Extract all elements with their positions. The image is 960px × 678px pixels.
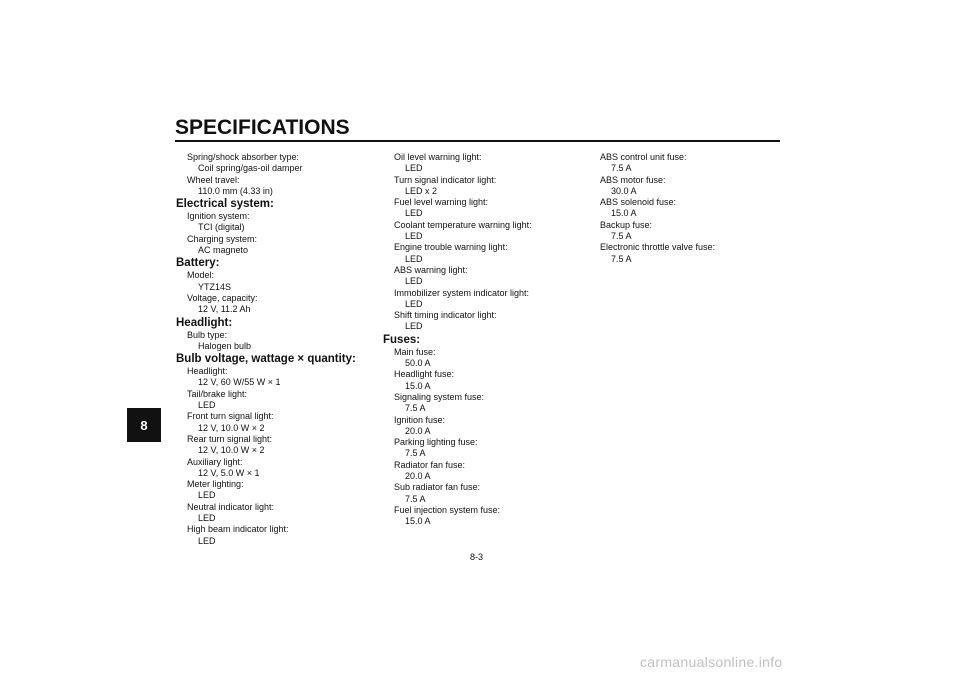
title-rule [175, 140, 780, 142]
spec-label: Sub radiator fan fuse: [394, 482, 481, 493]
spec-value: 15.0 A [405, 380, 431, 391]
section-heading: Electrical system: [176, 198, 274, 211]
spec-item [383, 310, 578, 333]
spec-value: Coil spring/gas-oil damper [198, 163, 303, 174]
spec-label: Ignition system: [187, 211, 250, 222]
spec-label: High beam indicator light: [187, 524, 289, 535]
spec-value: 12 V, 10.0 W × 2 [198, 422, 265, 433]
spec-value: 12 V, 60 W/55 W × 1 [198, 377, 281, 388]
spec-value: 7.5 A [611, 231, 632, 242]
spec-value: LED [198, 513, 216, 524]
spec-item [383, 242, 578, 265]
spec-item [383, 197, 578, 220]
spec-item [176, 524, 371, 547]
spec-value: 7.5 A [405, 493, 426, 504]
spec-label: Shift timing indicator light: [394, 310, 497, 321]
spec-value: 12 V, 11.2 Ah [198, 304, 251, 315]
chapter-tab: 8 [127, 408, 161, 442]
spec-value: LED [405, 163, 423, 174]
spec-value: 30.0 A [611, 185, 637, 196]
spec-label: Meter lighting: [187, 479, 244, 490]
spec-label: Coolant temperature warning light: [394, 219, 532, 230]
spec-item [383, 288, 578, 311]
spec-column-3 [589, 152, 784, 265]
spec-item [176, 293, 371, 316]
spec-value: 7.5 A [611, 253, 632, 264]
spec-label: Model: [187, 270, 215, 281]
spec-label: Front turn signal light: [187, 411, 274, 422]
section-heading: Headlight: [176, 316, 233, 329]
page-title: SPECIFICATIONS [175, 116, 350, 139]
spec-value: LED [405, 276, 423, 287]
spec-value: 110.0 mm (4.33 in) [198, 185, 273, 196]
spec-item [176, 270, 371, 293]
spec-value: AC magneto [198, 245, 249, 256]
spec-label: Parking lighting fuse: [394, 437, 478, 448]
spec-label: Oil level warning light: [394, 152, 482, 162]
spec-item [383, 265, 578, 288]
spec-label: Turn signal indicator light: [394, 174, 497, 185]
spec-item [589, 152, 784, 175]
spec-item [383, 347, 578, 370]
spec-value: 7.5 A [611, 163, 632, 174]
spec-value: 50.0 A [405, 358, 431, 369]
spec-item [589, 175, 784, 198]
spec-label: Bulb type: [187, 329, 228, 340]
spec-item [176, 152, 371, 175]
spec-item [589, 242, 784, 265]
spec-item [383, 505, 578, 528]
spec-value: LED [405, 253, 423, 264]
spec-item [176, 502, 371, 525]
spec-value: LED [405, 298, 423, 309]
spec-label: Voltage, capacity: [187, 292, 258, 303]
spec-item [589, 197, 784, 220]
spec-item [589, 220, 784, 243]
page-number: 8-3 [470, 552, 484, 562]
spec-item [383, 175, 578, 198]
spec-value: LED [405, 208, 423, 219]
spec-value: LED x 2 [405, 185, 438, 196]
spec-label: ABS motor fuse: [600, 174, 666, 185]
spec-item [176, 434, 371, 457]
spec-label: Signaling system fuse: [394, 391, 485, 402]
spec-label: Rear turn signal light: [187, 433, 273, 444]
section-heading: Battery: [176, 257, 220, 270]
spec-label: Headlight: [187, 366, 228, 377]
spec-item [176, 211, 371, 234]
spec-label: Engine trouble warning light: [394, 242, 508, 253]
spec-label: ABS control unit fuse: [600, 152, 687, 162]
spec-label: Backup fuse: [600, 219, 653, 230]
spec-value: 20.0 A [405, 471, 431, 482]
spec-value: YTZ14S [198, 281, 232, 292]
spec-item [383, 482, 578, 505]
spec-item [176, 234, 371, 257]
spec-item [176, 479, 371, 502]
spec-label: ABS warning light: [394, 264, 468, 275]
spec-item [176, 411, 371, 434]
spec-item [383, 152, 578, 175]
spec-value: 20.0 A [405, 425, 431, 436]
spec-value: LED [198, 535, 216, 546]
spec-column-1 [176, 152, 371, 547]
spec-value: 12 V, 10.0 W × 2 [198, 445, 265, 456]
spec-value: 7.5 A [405, 448, 426, 459]
section-heading: Fuses: [383, 333, 421, 346]
spec-label: Neutral indicator light: [187, 501, 275, 512]
spec-item [176, 366, 371, 389]
spec-label: Spring/shock absorber type: [187, 152, 300, 162]
spec-label: Main fuse: [394, 346, 436, 357]
spec-value: 15.0 A [611, 208, 637, 219]
spec-column-2 [383, 152, 578, 528]
spec-label: Fuel level warning light: [394, 197, 489, 208]
watermark: carmanualsonline.info [640, 654, 783, 670]
spec-label: Immobilizer system indicator light: [394, 287, 530, 298]
spec-item [176, 330, 371, 353]
spec-value: LED [405, 321, 423, 332]
spec-label: Tail/brake light: [187, 388, 248, 399]
spec-item [383, 369, 578, 392]
spec-label: Radiator fan fuse: [394, 459, 466, 470]
spec-value: Halogen bulb [198, 340, 252, 351]
spec-value: LED [198, 400, 216, 411]
spec-label: Fuel injection system fuse: [394, 504, 501, 515]
spec-label: Electronic throttle valve fuse: [600, 242, 716, 253]
spec-label: Charging system: [187, 233, 258, 244]
spec-value: LED [405, 231, 423, 242]
spec-label: ABS solenoid fuse: [600, 197, 677, 208]
spec-value: 15.0 A [405, 516, 431, 527]
spec-item [383, 220, 578, 243]
spec-item [383, 415, 578, 438]
spec-item [176, 457, 371, 480]
spec-value: LED [198, 490, 216, 501]
section-heading: Bulb voltage, wattage × quantity: [176, 353, 356, 366]
spec-label: Auxiliary light: [187, 456, 243, 467]
spec-item [383, 392, 578, 415]
spec-label: Ignition fuse: [394, 414, 446, 425]
spec-item [176, 389, 371, 412]
spec-value: TCI (digital) [198, 222, 245, 233]
spec-item [383, 460, 578, 483]
spec-value: 7.5 A [405, 403, 426, 414]
spec-item [176, 175, 371, 198]
spec-value: 12 V, 5.0 W × 1 [198, 467, 260, 478]
spec-item [383, 437, 578, 460]
spec-label: Wheel travel: [187, 174, 240, 185]
spec-label: Headlight fuse: [394, 369, 455, 380]
